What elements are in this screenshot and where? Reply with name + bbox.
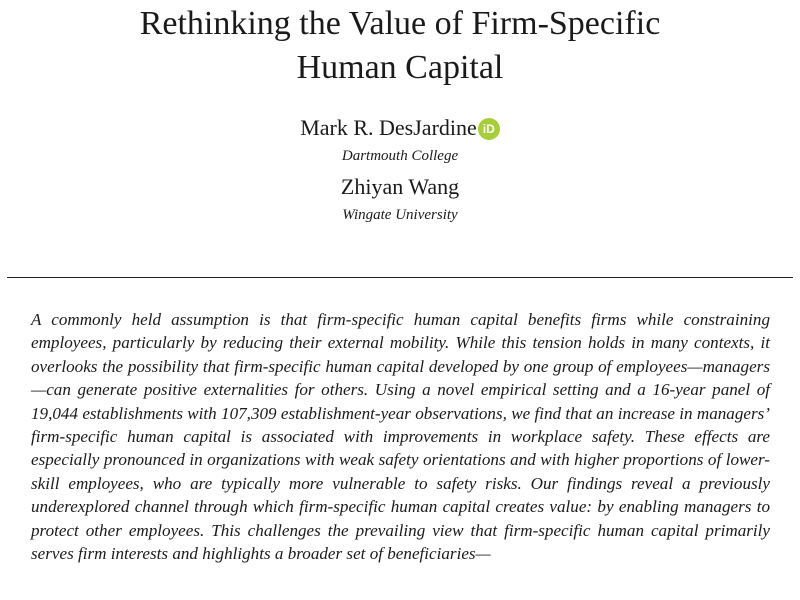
author-block xyxy=(0,113,800,225)
paper-title-line-1: Rethinking the Value of Firm-Specific xyxy=(139,5,661,42)
paper-title-line-2: Human Capital xyxy=(296,49,504,86)
author-1 xyxy=(0,113,800,143)
paper-title xyxy=(0,0,800,90)
author-2 xyxy=(0,172,800,202)
section-divider xyxy=(7,277,793,278)
author-1-name: Mark R. DesJardine xyxy=(300,115,477,140)
orcid-icon[interactable]: iD xyxy=(478,118,500,140)
author-2-affiliation: Wingate University xyxy=(342,207,458,223)
author-1-affiliation: Dartmouth College xyxy=(341,148,459,164)
author-2-name: Zhiyan Wang xyxy=(340,174,460,199)
abstract-text: A commonly held assumption is that firm-specific human capital benefits firms while constraining employees, particularly by reducing their external mobility. While this tension holds in many contexts, it overlooks the possibility that firm-specific human capital developed by one group of employees—managers—can generate positive externalities for others. Using a novel empirical setting and a 16-year panel of 19,044 establishments with 107,309 establishment-year observations, we find that an increase in managers’ firm-specific human capital is associated with improvements in workplace safety. These effects are especially pronounced in organizations with weak safety orientations and with higher proportions of lower-skill employees, who are typically more vulnerable to safety risks. Our findings reveal a previously underexplored channel through which firm-specific human capital creates value: by enabling managers to protect other employees. This challenges the prevailing view that firm-specific human capital primarily serves firm interests and highlights a broader set of beneficiaries— xyxy=(31,310,770,564)
